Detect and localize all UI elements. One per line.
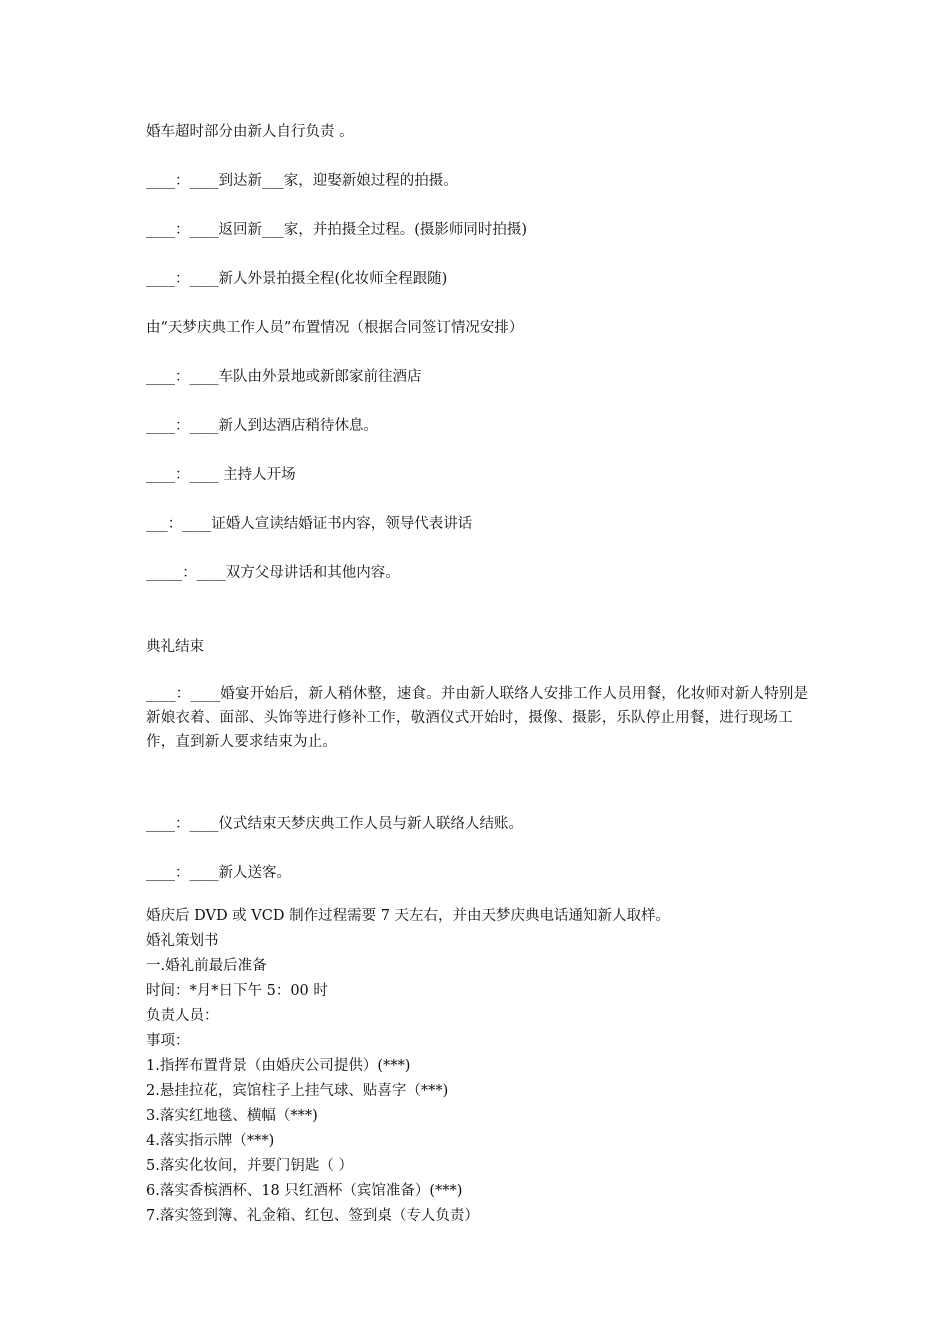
list-item: 3.落实红地毯、横幅（***) xyxy=(146,1108,318,1124)
document-title: 婚礼策划书 xyxy=(146,933,219,949)
text-line-responsible: 负责人员： xyxy=(146,1008,219,1024)
text-line-items-label: 事项： xyxy=(146,1033,190,1049)
list-item: 2.悬挂拉花，宾馆柱子上挂气球、贴喜字（***) xyxy=(146,1083,449,1099)
text-line-staff-setup: 由“天梦庆典工作人员”布置情况（根据合同签订情况安排） xyxy=(146,320,524,336)
text-line-parents-speech: _____：____双方父母讲话和其他内容。 xyxy=(146,565,400,581)
text-line-time: 时间：*月*日下午 5：00 时 xyxy=(146,983,328,999)
section-heading-ceremony-end: 典礼结束 xyxy=(146,639,204,655)
text-line-settle-account: ____：____仪式结束天梦庆典工作人员与新人联络人结账。 xyxy=(146,816,523,832)
text-line-arrive-hotel: ____：____新人到达酒店稍待休息。 xyxy=(146,418,378,434)
list-item: 4.落实指示牌（***) xyxy=(146,1133,275,1149)
list-item: 5.落实化妆间，并要门钥匙（ ） xyxy=(146,1158,353,1174)
section-heading-final-prep: 一.婚礼前最后准备 xyxy=(146,958,267,974)
list-item: 1.指挥布置背景（由婚庆公司提供）(***) xyxy=(146,1058,411,1074)
text-line-certificate-reading: ___：____证婚人宣读结婚证书内容，领导代表讲话 xyxy=(146,516,473,532)
text-line-pickup-bride: ____：____到达新___家，迎娶新娘过程的拍摄。 xyxy=(146,173,458,189)
text-line-host-opening: ____：____ 主持人开场 xyxy=(146,467,296,483)
paragraph-banquet: ____：____婚宴开始后，新人稍休整，速食。并由新人联络人安排工作人员用餐，化妆师对新人特别是新娘衣着、面部、头饰等进行修补工作，敬酒仪式开始时，摄像、摄影，乐队停止用餐，进行现场工作，直到新人要求结束为止。 xyxy=(146,686,809,750)
text-line-return-home: ____：____返回新___家，并拍摄全过程。(摄影师同时拍摄) xyxy=(146,222,528,238)
text-line-vehicle-overtime: 婚车超时部分由新人自行负责 。 xyxy=(146,124,354,140)
list-item: 7.落实签到簿、礼金箱、红包、签到桌（专人负责） xyxy=(146,1208,479,1224)
text-line-dvd-production: 婚庆后 DVD 或 VCD 制作过程需要 7 天左右，并由天梦庆典电话通知新人取样。 xyxy=(146,908,671,924)
text-line-motorcade: ____：____车队由外景地或新郎家前往酒店 xyxy=(146,369,422,385)
text-line-see-off-guests: ____：____新人送客。 xyxy=(146,865,291,881)
text-line-outdoor-shoot: ____：____新人外景拍摄全程(化妆师全程跟随) xyxy=(146,271,448,287)
list-item: 6.落实香槟酒杯、18 只红酒杯（宾馆准备）(***) xyxy=(146,1183,463,1199)
